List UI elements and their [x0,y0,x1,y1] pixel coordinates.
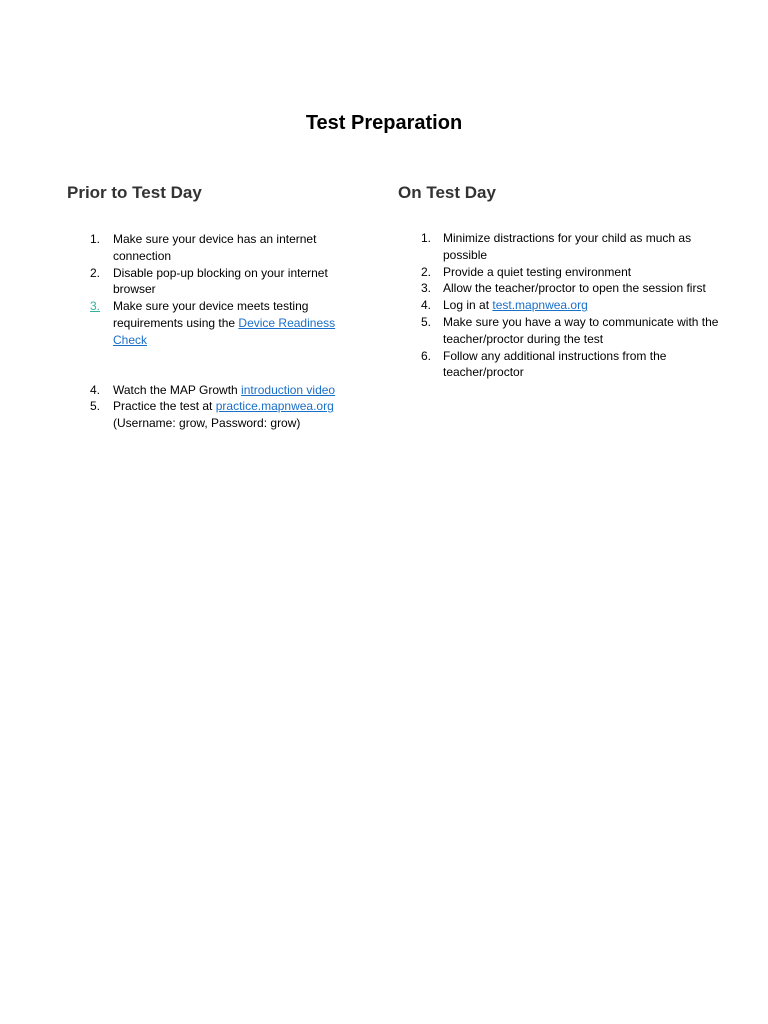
item-number: 1. [90,232,101,246]
on-test-day-section [398,182,728,381]
item-number: 4. [90,382,101,397]
item-number: 3. [421,281,432,296]
item-text: Make sure your device meets testing requirements using the [113,299,309,330]
item-text: Practice the test at [113,399,216,414]
item-text: Make sure your device has an internet connection [113,232,317,263]
item-text: Follow any additional instructions from the teacher/proctor [443,348,667,380]
list-item [67,298,367,348]
item-number: 5. [421,314,432,329]
item-number: 2. [90,265,101,280]
introduction-video-link[interactable]: introduction video [241,382,336,397]
prior-to-test-day-section [67,182,367,432]
item-text: Make sure you have a way to communicate with the teacher/proctor during the test [443,314,719,346]
list-item [398,230,728,264]
test-day-checklist [398,230,728,381]
device-readiness-check-link[interactable]: Device Readiness Check [113,315,336,347]
item-number: 3. [90,299,101,314]
list-item [67,231,367,265]
list-item [67,265,367,299]
item-text: Provide a quiet testing environment [443,264,632,279]
item-number: 6. [421,348,432,363]
section-heading-prior: Prior to Test Day [67,183,202,202]
item-number: 4. [421,298,432,313]
list-spacer [67,349,367,382]
credentials-text: (Username: grow, Password: grow) [113,416,301,431]
list-item [398,297,728,314]
list-item [398,280,728,297]
list-item [398,348,728,382]
item-number: 1. [421,231,432,245]
list-item [67,382,367,399]
item-text: Allow the teacher/proctor to open the session first [443,281,706,296]
test-login-link[interactable]: test.mapnwea.org [492,298,588,313]
item-text: Disable pop-up blocking on your internet browser [113,265,328,297]
list-item [398,314,728,348]
list-item [398,264,728,281]
prior-checklist [67,231,367,432]
item-number: 5. [90,399,101,414]
item-number: 2. [421,264,432,279]
item-text: Log in at [443,298,493,313]
section-heading-on-test-day: On Test Day [398,183,496,202]
page-title: Test Preparation [305,112,463,134]
practice-site-link[interactable]: practice.mapnwea.org [215,399,334,414]
item-text: Watch the MAP Growth [113,382,242,397]
list-item [67,398,367,432]
item-text: Minimize distractions for your child as much as possible [443,231,692,262]
